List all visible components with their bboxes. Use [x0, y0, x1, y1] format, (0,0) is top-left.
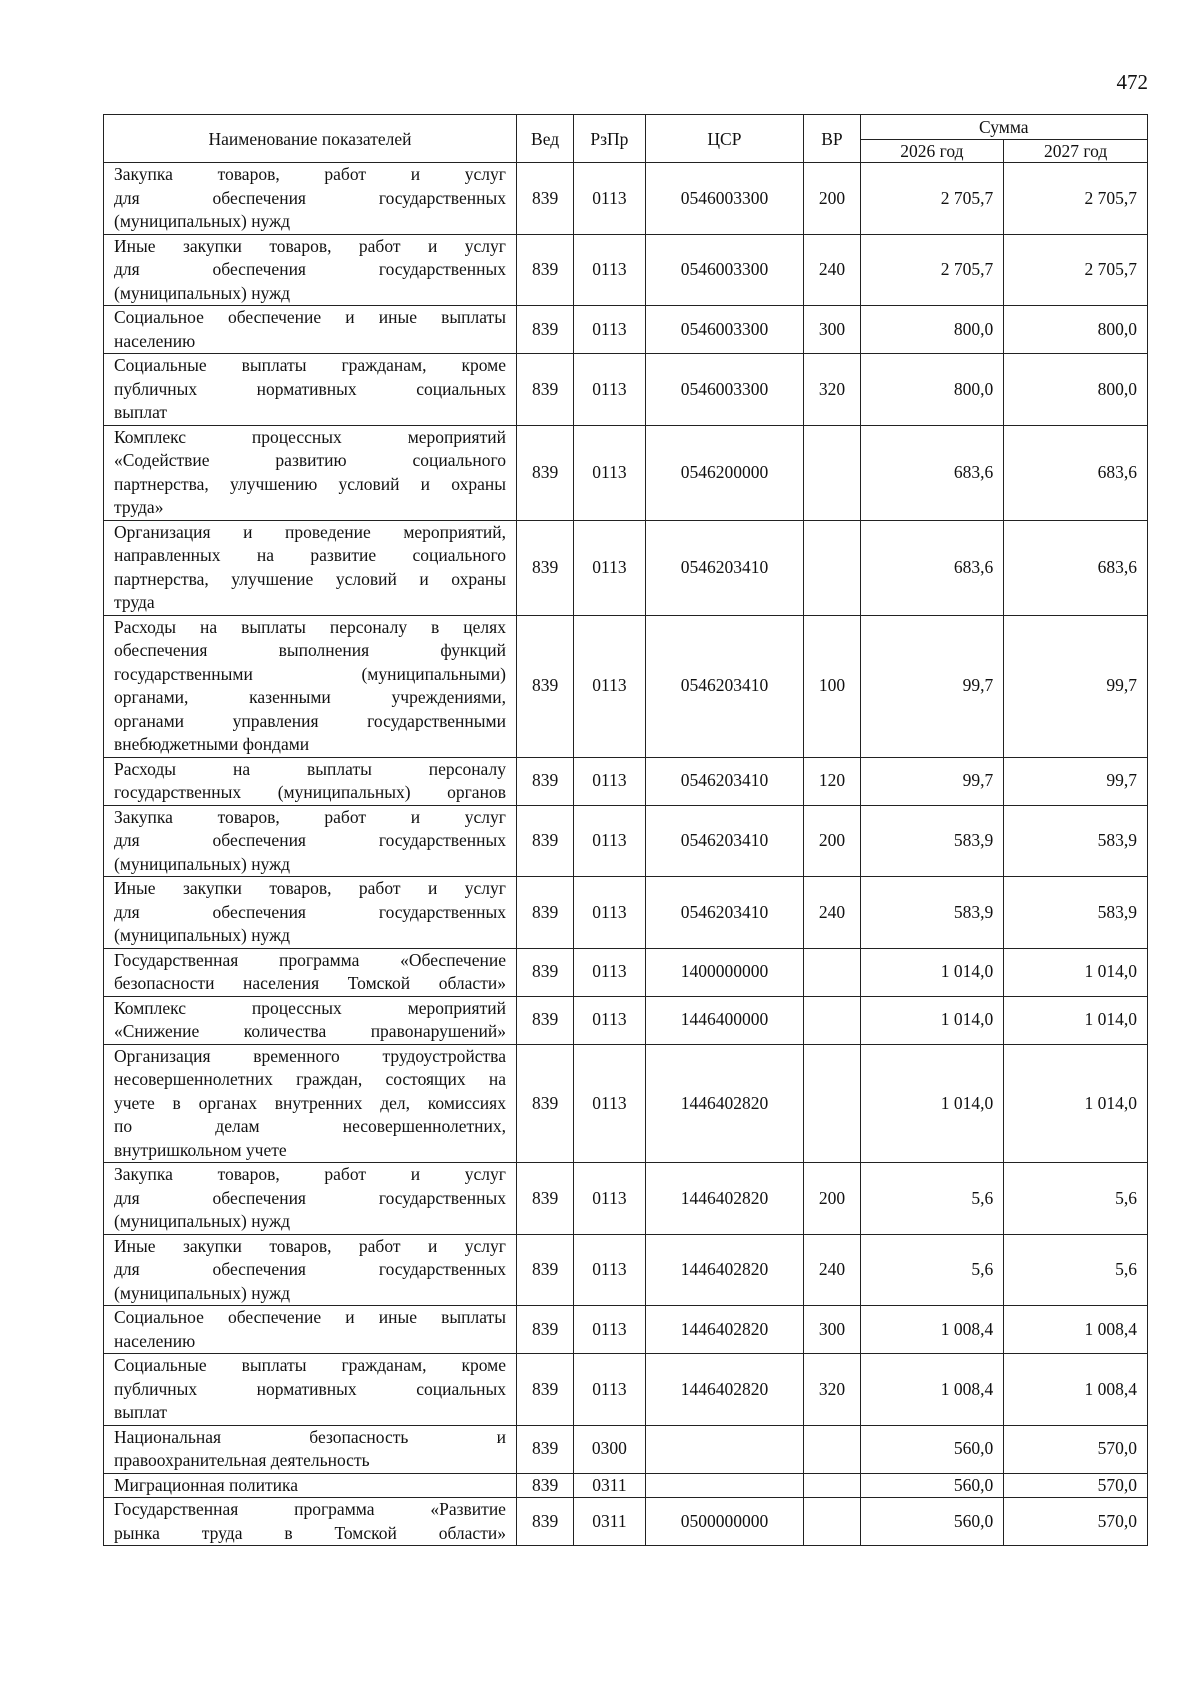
row-amount-2027: 570,0: [1004, 1425, 1148, 1473]
row-name-line: (муниципальных) нужд: [114, 925, 291, 945]
row-name-line: Организация временного трудоустройства: [114, 1045, 506, 1066]
row-name-line: (муниципальных) нужд: [114, 1211, 291, 1231]
header-ved: Вед: [516, 115, 573, 163]
row-amount-2026: 99,7: [860, 615, 1004, 757]
row-rzpr: 0113: [574, 948, 645, 996]
row-csr: 1446402820: [645, 1354, 804, 1426]
row-rzpr: 0300: [574, 1425, 645, 1473]
row-amount-2026: 583,9: [860, 805, 1004, 877]
row-name-line: для обеспечения государственных: [114, 259, 506, 279]
row-vr: [804, 996, 860, 1044]
table-row: [104, 805, 1148, 877]
row-name-line: Закупка товаров, работ и услуг: [114, 1164, 506, 1184]
row-rzpr: 0113: [574, 1163, 645, 1235]
row-amount-2027: 583,9: [1004, 877, 1148, 949]
row-amount-2026: 1 008,4: [860, 1306, 1004, 1354]
row-ved: 839: [516, 163, 573, 235]
row-name-line: государственными (муниципальными): [114, 663, 506, 684]
table-row: [104, 163, 1148, 235]
row-amount-2026: 5,6: [860, 1234, 1004, 1306]
row-name-line: Закупка товаров, работ и услуг: [114, 164, 506, 184]
table-row: [104, 1234, 1148, 1306]
row-amount-2027: 2 705,7: [1004, 163, 1148, 235]
row-name: [104, 354, 517, 426]
row-amount-2027: 2 705,7: [1004, 234, 1148, 306]
table-row: [104, 1306, 1148, 1354]
row-name-line: Государственная программа «Обеспечение: [114, 949, 506, 970]
row-rzpr: 0113: [574, 234, 645, 306]
row-name: [104, 306, 517, 354]
row-csr: 1446402820: [645, 1306, 804, 1354]
row-ved: 839: [516, 948, 573, 996]
row-amount-2026: 1 014,0: [860, 1044, 1004, 1163]
table-row: [104, 1473, 1148, 1498]
row-rzpr: 0113: [574, 520, 645, 615]
row-name: [104, 234, 517, 306]
row-csr: 1400000000: [645, 948, 804, 996]
row-name-line: органами управления государственными: [114, 710, 506, 731]
row-name-line: несовершеннолетних граждан, состоящих на: [114, 1069, 506, 1089]
row-csr: 0546203410: [645, 757, 804, 805]
page-number: 472: [1116, 70, 1148, 94]
row-rzpr: 0311: [574, 1473, 645, 1498]
row-name: [104, 1354, 517, 1426]
row-name-line: Национальная безопасность и: [114, 1426, 506, 1447]
row-vr: 300: [804, 1306, 860, 1354]
row-rzpr: 0113: [574, 996, 645, 1044]
row-name-line: Социальное обеспечение и иные выплаты: [114, 1307, 506, 1327]
row-name-line: Комплекс процессных мероприятий: [114, 997, 506, 1018]
row-vr: 200: [804, 163, 860, 235]
row-amount-2027: 800,0: [1004, 306, 1148, 354]
row-name-line: обеспечения выполнения функций: [114, 640, 506, 660]
row-name: [104, 1306, 517, 1354]
row-name-line: для обеспечения государственных: [114, 830, 506, 850]
row-vr: 240: [804, 234, 860, 306]
row-ved: 839: [516, 1498, 573, 1546]
table-row: [104, 234, 1148, 306]
row-vr: [804, 1473, 860, 1498]
row-csr: 0546003300: [645, 306, 804, 354]
row-vr: [804, 1425, 860, 1473]
row-name-line: Расходы на выплаты персоналу: [114, 758, 506, 779]
row-ved: 839: [516, 520, 573, 615]
row-name: [104, 520, 517, 615]
row-amount-2027: 99,7: [1004, 615, 1148, 757]
row-rzpr: 0113: [574, 163, 645, 235]
row-vr: 100: [804, 615, 860, 757]
row-rzpr: 0113: [574, 805, 645, 877]
row-amount-2027: 800,0: [1004, 354, 1148, 426]
row-name: [104, 805, 517, 877]
row-name: [104, 1473, 517, 1498]
row-rzpr: 0113: [574, 757, 645, 805]
row-name-line: (муниципальных) нужд: [114, 853, 291, 874]
row-name-line: труда: [114, 592, 155, 612]
row-rzpr: 0311: [574, 1498, 645, 1546]
row-csr: 0546003300: [645, 163, 804, 235]
row-csr: 1446400000: [645, 996, 804, 1044]
row-amount-2026: 5,6: [860, 1163, 1004, 1235]
row-ved: 839: [516, 1473, 573, 1498]
row-ved: 839: [516, 1044, 573, 1163]
row-vr: [804, 948, 860, 996]
row-vr: 200: [804, 805, 860, 877]
row-name-line: «Содействие развитию социального: [114, 450, 506, 470]
table-row: [104, 877, 1148, 949]
row-vr: 320: [804, 354, 860, 426]
table-row: [104, 306, 1148, 354]
row-amount-2027: 570,0: [1004, 1473, 1148, 1498]
row-amount-2026: 1 008,4: [860, 1354, 1004, 1426]
row-ved: 839: [516, 1163, 573, 1235]
row-amount-2027: 683,6: [1004, 425, 1148, 520]
row-name: [104, 1498, 517, 1546]
header-sum: Сумма: [860, 115, 1147, 140]
row-amount-2026: 683,6: [860, 520, 1004, 615]
row-csr: 0546203410: [645, 615, 804, 757]
header-vr: ВР: [804, 115, 860, 163]
row-amount-2026: 560,0: [860, 1425, 1004, 1473]
table-row: [104, 1498, 1148, 1546]
row-rzpr: 0113: [574, 425, 645, 520]
row-ved: 839: [516, 1425, 573, 1473]
row-name-line: выплат: [114, 1402, 168, 1422]
row-csr: 0546200000: [645, 425, 804, 520]
row-rzpr: 0113: [574, 1306, 645, 1354]
table-row: [104, 425, 1148, 520]
row-rzpr: 0113: [574, 354, 645, 426]
row-name-line: населению: [114, 1330, 196, 1351]
row-name-line: органами, казенными учреждениями,: [114, 687, 506, 707]
row-name-line: (муниципальных) нужд: [114, 211, 291, 231]
row-name: [104, 877, 517, 949]
row-amount-2026: 560,0: [860, 1498, 1004, 1546]
row-name-line: для обеспечения государственных: [114, 1259, 506, 1279]
row-name-line: Социальные выплаты гражданам, кроме: [114, 1355, 506, 1375]
row-amount-2026: 2 705,7: [860, 163, 1004, 235]
row-vr: [804, 520, 860, 615]
table-row: [104, 1354, 1148, 1426]
row-name: [104, 996, 517, 1044]
row-amount-2026: 800,0: [860, 306, 1004, 354]
row-name-line: для обеспечения государственных: [114, 901, 506, 922]
row-amount-2027: 583,9: [1004, 805, 1148, 877]
header-name: Наименование показателей: [104, 115, 517, 163]
row-amount-2027: 1 014,0: [1004, 996, 1148, 1044]
row-amount-2027: 1 008,4: [1004, 1354, 1148, 1426]
row-name: [104, 1044, 517, 1163]
row-name: [104, 425, 517, 520]
header-year-2027: 2027 год: [1004, 140, 1148, 163]
row-rzpr: 0113: [574, 1354, 645, 1426]
row-rzpr: 0113: [574, 615, 645, 757]
row-name-line: Миграционная политика: [114, 1474, 299, 1495]
row-name: [104, 615, 517, 757]
row-vr: 320: [804, 1354, 860, 1426]
row-vr: 300: [804, 306, 860, 354]
row-ved: 839: [516, 306, 573, 354]
row-name-line: Иные закупки товаров, работ и услуг: [114, 235, 506, 256]
table-row: [104, 1044, 1148, 1163]
row-vr: 120: [804, 757, 860, 805]
row-name-line: выплат: [114, 402, 168, 422]
row-vr: 240: [804, 877, 860, 949]
row-vr: [804, 1044, 860, 1163]
row-ved: 839: [516, 1354, 573, 1426]
row-amount-2027: 1 008,4: [1004, 1306, 1148, 1354]
row-csr: 1446402820: [645, 1234, 804, 1306]
row-ved: 839: [516, 354, 573, 426]
row-name-line: Закупка товаров, работ и услуг: [114, 806, 506, 827]
row-name-line: партнерства, улучшение условий и охраны: [114, 568, 506, 589]
row-name-line: Социальное обеспечение и иные выплаты: [114, 307, 506, 327]
table-row: [104, 354, 1148, 426]
table-row: [104, 520, 1148, 615]
row-csr: 1446402820: [645, 1163, 804, 1235]
row-amount-2026: 560,0: [860, 1473, 1004, 1498]
row-vr: [804, 1498, 860, 1546]
table-row: [104, 1163, 1148, 1235]
row-amount-2026: 1 014,0: [860, 948, 1004, 996]
row-name-line: внутришкольном учете: [114, 1139, 287, 1160]
row-amount-2026: 683,6: [860, 425, 1004, 520]
row-ved: 839: [516, 757, 573, 805]
row-name-line: партнерства, улучшению условий и охраны: [114, 473, 506, 494]
row-name: [104, 948, 517, 996]
row-name: [104, 1163, 517, 1235]
row-vr: 240: [804, 1234, 860, 1306]
row-name: [104, 757, 517, 805]
row-rzpr: 0113: [574, 877, 645, 949]
row-name-line: «Снижение количества правонарушений»: [114, 1021, 506, 1041]
row-name-line: рынка труда в Томской области»: [114, 1522, 506, 1543]
row-name: [104, 1425, 517, 1473]
table-row: [104, 615, 1148, 757]
row-csr: 1446402820: [645, 1044, 804, 1163]
row-amount-2026: 800,0: [860, 354, 1004, 426]
row-csr: 0546203410: [645, 877, 804, 949]
table-body: [104, 163, 1148, 1546]
row-amount-2026: 583,9: [860, 877, 1004, 949]
row-rzpr: 0113: [574, 1044, 645, 1163]
row-name-line: (муниципальных) нужд: [114, 282, 291, 303]
row-vr: [804, 425, 860, 520]
row-name-line: Государственная программа «Развитие: [114, 1499, 506, 1519]
row-ved: 839: [516, 425, 573, 520]
row-name: [104, 163, 517, 235]
row-csr: [645, 1473, 804, 1498]
row-csr: 0546003300: [645, 234, 804, 306]
row-csr: 0500000000: [645, 1498, 804, 1546]
row-name-line: Комплекс процессных мероприятий: [114, 426, 506, 447]
budget-table: [103, 114, 1148, 1546]
row-amount-2026: 2 705,7: [860, 234, 1004, 306]
row-name-line: по делам несовершеннолетних,: [114, 1116, 506, 1136]
row-amount-2027: 1 014,0: [1004, 1044, 1148, 1163]
table-row: [104, 1425, 1148, 1473]
row-rzpr: 0113: [574, 1234, 645, 1306]
row-ved: 839: [516, 996, 573, 1044]
header-csr: ЦСР: [645, 115, 804, 163]
row-csr: 0546203410: [645, 520, 804, 615]
row-name-line: (муниципальных) нужд: [114, 1282, 291, 1303]
row-name-line: публичных нормативных социальных: [114, 378, 506, 399]
row-name-line: правоохранительная деятельность: [114, 1450, 370, 1470]
row-amount-2027: 1 014,0: [1004, 948, 1148, 996]
table-row: [104, 996, 1148, 1044]
row-ved: 839: [516, 805, 573, 877]
row-name-line: Иные закупки товаров, работ и услуг: [114, 878, 506, 898]
header-year-2026: 2026 год: [860, 140, 1004, 163]
row-name-line: направленных на развитие социального: [114, 545, 506, 565]
header-rzpr: РзПр: [574, 115, 645, 163]
row-csr: [645, 1425, 804, 1473]
row-name-line: учете в органах внутренних дел, комиссиях: [114, 1092, 506, 1113]
row-rzpr: 0113: [574, 306, 645, 354]
row-name-line: государственных (муниципальных) органов: [114, 782, 506, 802]
row-ved: 839: [516, 234, 573, 306]
row-name-line: для обеспечения государственных: [114, 1187, 506, 1208]
row-name-line: внебюджетными фондами: [114, 734, 310, 754]
row-csr: 0546003300: [645, 354, 804, 426]
row-ved: 839: [516, 1234, 573, 1306]
row-name-line: труда»: [114, 497, 164, 517]
row-amount-2027: 570,0: [1004, 1498, 1148, 1546]
row-ved: 839: [516, 877, 573, 949]
row-ved: 839: [516, 1306, 573, 1354]
row-name-line: Иные закупки товаров, работ и услуг: [114, 1235, 506, 1256]
row-name-line: безопасности населения Томской области»: [114, 973, 506, 993]
row-name-line: Расходы на выплаты персоналу в целях: [114, 616, 506, 637]
row-amount-2026: 99,7: [860, 757, 1004, 805]
table-row: [104, 948, 1148, 996]
row-name: [104, 1234, 517, 1306]
row-csr: 0546203410: [645, 805, 804, 877]
row-amount-2026: 1 014,0: [860, 996, 1004, 1044]
row-name-line: публичных нормативных социальных: [114, 1378, 506, 1399]
row-amount-2027: 99,7: [1004, 757, 1148, 805]
row-name-line: населению: [114, 330, 196, 351]
table-row: [104, 757, 1148, 805]
row-amount-2027: 683,6: [1004, 520, 1148, 615]
row-name-line: для обеспечения государственных: [114, 187, 506, 208]
row-name-line: Социальные выплаты гражданам, кроме: [114, 355, 506, 375]
row-vr: 200: [804, 1163, 860, 1235]
row-name-line: Организация и проведение мероприятий,: [114, 521, 506, 542]
row-amount-2027: 5,6: [1004, 1234, 1148, 1306]
row-ved: 839: [516, 615, 573, 757]
row-amount-2027: 5,6: [1004, 1163, 1148, 1235]
